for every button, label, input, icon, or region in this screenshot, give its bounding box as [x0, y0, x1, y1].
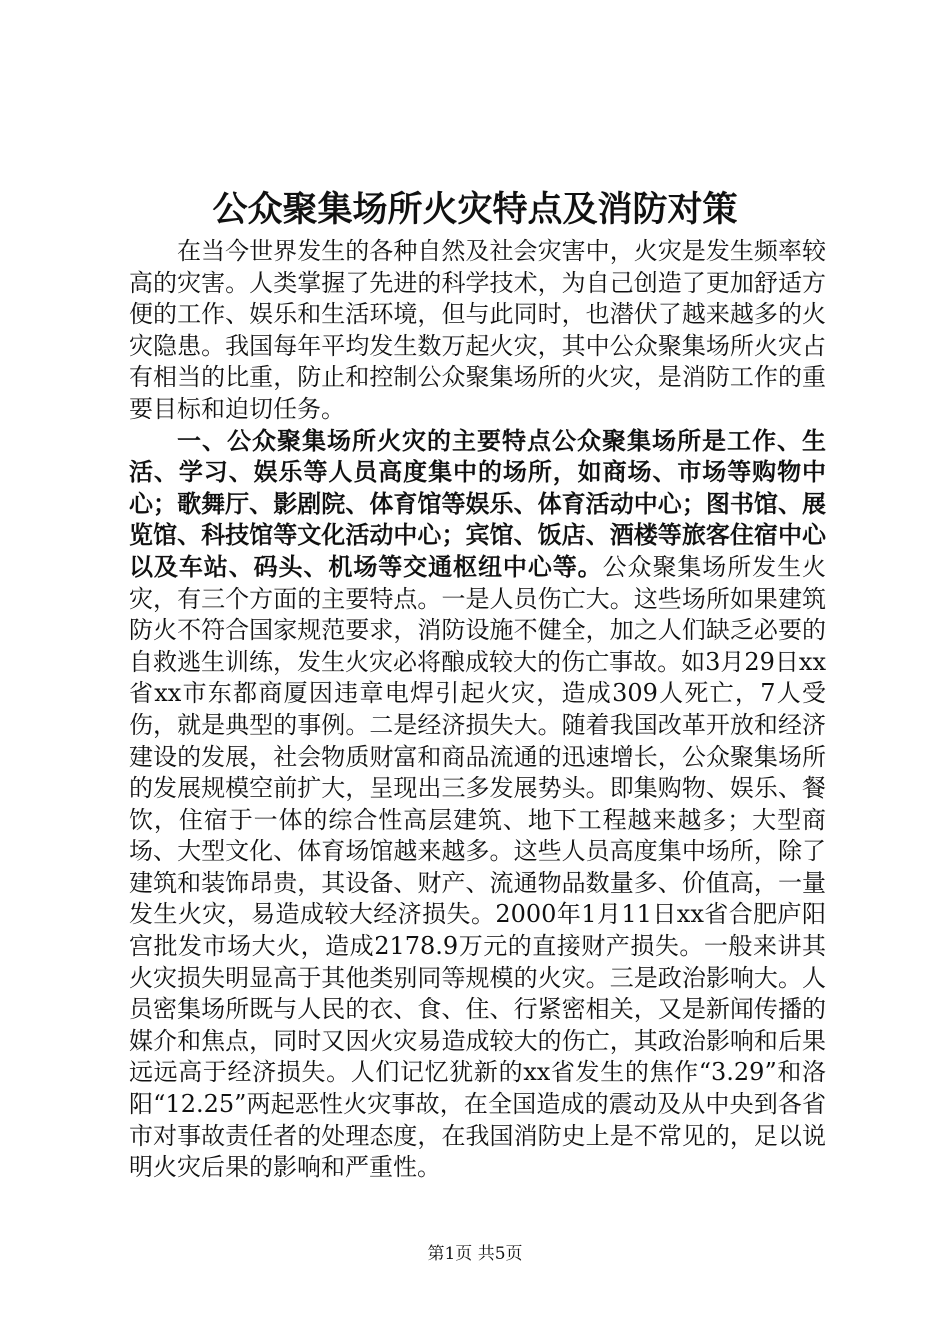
document-title: 公众聚集场所火灾特点及消防对策: [212, 189, 738, 230]
intro-paragraph: 在当今世界发生的各种自然及社会灾害中，火灾是发生频率较高的灾害。人类掌握了先进的科学技术，为自己创造了更加舒适方便的工作、娱乐和生活环境，但与此同时，也潜伏了越来越多的火灾隐患。我国每年平均发生数万起火灾，其中公众聚集场所火灾占有相当的比重，防止和控制公众聚集场所的火灾，是消防工作的重要目标和迫切任务。: [129, 237, 826, 423]
page-number-footer: 第1页 共5页: [427, 1244, 523, 1264]
section-one-heading: 一、公众聚集场所火灾的主要特点公众聚集场所是工作、生活、学习、娱乐等人员高度集中的场所，如商场、市场等购物中心；歌舞厅、影剧院、体育馆等娱乐、体育活动中心；图书馆、展览馆、科技馆等文化活动中心；宾馆、饭店、酒楼等旅客住宿中心以及车站、码头、机场等交通枢纽中心等。: [129, 426, 826, 581]
section-one-text: 公众聚集场所发生火灾，有三个方面的主要特点。一是人员伤亡大。这些场所如果建筑防火不符合国家规范要求，消防设施不健全，加之人们缺乏必要的自救逃生训练，发生火灾必将酿成较大的伤亡事故。如3月29日xx省xx市东都商厦因违章电焊引起火灾，造成309人死亡，7人受伤，就是典型的事例。二是经济损失大。随着我国改革开放和经济建设的发展，社会物质财富和商品流通的迅速增长，公众聚集场所的发展规模空前扩大，呈现出三多发展势头。即集购物、娱乐、餐饮，住宿于一体的综合性高层建筑、地下工程越来越多；大型商场、大型文化、体育场馆越来越多。这些人员高度集中场所，除了建筑和装饰昂贵，其设备、财产、流通物品数量多、价值高，一量发生火灾，易造成较大经济损失。2000年1月11日xx省合肥庐阳宫批发市场大火，造成2178.9万元的直接财产损失。一般来讲其火灾损失明显高于其他类别同等规模的火灾。三是政治影响大。人员密集场所既与人民的衣、食、住、行紧密相关，又是新闻传播的媒介和焦点，同时又因火灾易造成较大的伤亡，其政治影响和后果远远高于经济损失。人们记忆犹新的xx省发生的焦作“3.29”和洛阳“12.25”两起恶性火灾事故，在全国造成的震动及从中央到各省市对事故责任者的处理态度，在我国消防史上是不常见的，足以说明火灾后果的影响和严重性。: [129, 552, 827, 1182]
section-one-paragraph: [129, 426, 826, 1184]
document-body: [129, 236, 826, 1184]
